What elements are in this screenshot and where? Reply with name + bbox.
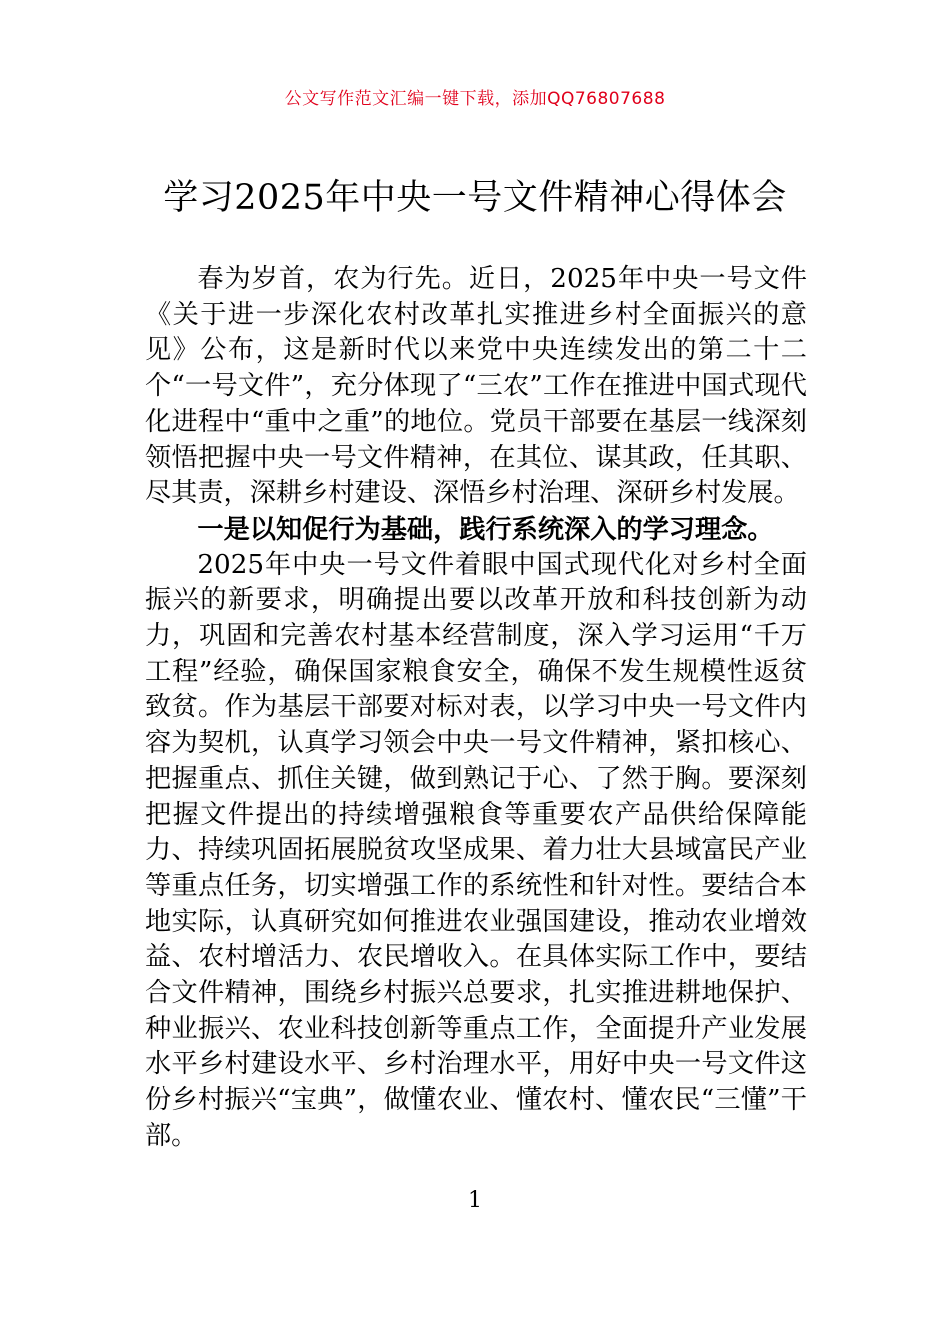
- document-body: [145, 262, 807, 1155]
- header-download-note: 公文写作范文汇编一键下载，添加QQ76807688: [284, 89, 666, 109]
- intro-paragraph: 春为岁首，农为行先。近日，2025年中央一号文件《关于进一步深化农村改革扎实推进乡村全面振兴的意见》公布，这是新时代以来党中央连续发出的第二十二个“一号文件”，充分体现了“三农”工作在推进中国式现代化进程中“重中之重”的地位。党员干部要在基层一线深刻领悟把握中央一号文件精神，在其位、谋其政，任其职、尽其责，深耕乡村建设、深悟乡村治理、深研乡村发展。: [145, 264, 807, 509]
- section-heading-1: 一是以知促行为基础，践行系统深入的学习理念。: [197, 513, 774, 545]
- document-title: 学习2025年中央一号文件精神心得体会: [163, 178, 787, 218]
- section-paragraph-1: 2025年中央一号文件着眼中国式现代化对乡村全面振兴的新要求，明确提出要以改革开放和科技创新为动力，巩固和完善农村基本经营制度，深入学习运用“千万工程”经验，确保国家粮食安全，确保不发生规模性返贫致贫。作为基层干部要对标对表，以学习中央一号文件内容为契机，认真学习领会中央一号文件精神，紧扣核心、把握重点、抓住关键，做到熟记于心、了然于胸。要深刻把握文件提出的持续增强粮食等重要农产品供给保障能力、持续巩固拓展脱贫攻坚成果、着力壮大县域富民产业等重点任务，切实增强工作的系统性和针对性。要结合本地实际，认真研究如何推进农业强国建设，推动农业增效益、农村增活力、农民增收入。在具体实际工作中，要结合文件精神，围绕乡村振兴总要求，扎实推进耕地保护、种业振兴、农业科技创新等重点工作，全面提升产业发展水平乡村建设水平、乡村治理水平，用好中央一号文件这份乡村振兴“宝典”，做懂农业、懂农村、懂农民“三懂”干部。: [145, 549, 807, 1151]
- page-number: 1: [468, 1188, 482, 1213]
